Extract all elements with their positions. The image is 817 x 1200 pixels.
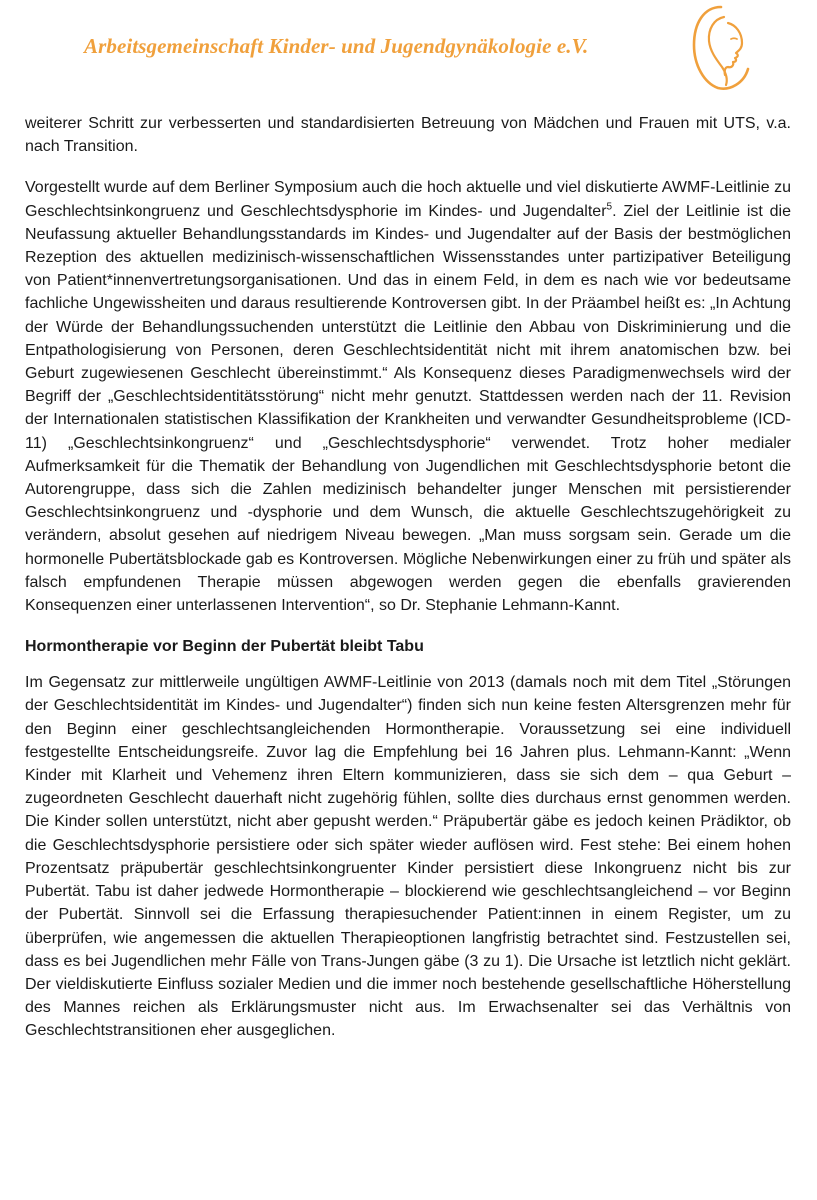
- paragraph-2-part-1: Vorgestellt wurde auf dem Berliner Symposium auch die hoch aktuelle und viel diskutierte AWMF-Leitlinie zu Geschlechtsinkongruenz und Geschlechtsdysphorie im Kindes- und Jugendalter: [25, 179, 791, 220]
- organization-title: Arbeitsgemeinschaft Kinder- und Jugendgynäkologie e.V.: [84, 34, 589, 58]
- face-silhouette-logo-icon: [690, 3, 752, 91]
- footnote-reference: 5: [606, 201, 613, 213]
- paragraph-3: Im Gegensatz zur mittlerweile ungültigen AWMF-Leitlinie von 2013 (damals noch mit dem Titel „Störungen der Geschlechtsidentität im Kindes- und Jugendalter“) finden sich nun keine festen Altersgrenzen mehr für den Beginn einer geschlechtsangleichenden Hormontherapie. Voraussetzung sei eine individuell festgestellte Entscheidungsreife. Zuvor lag die Empfehlung bei 16 Jahren plus. Lehmann-Kannt: „Wenn Kinder mit Klarheit und Vehemenz ihren Eltern kommunizieren, dass sie sich dem – qua Geburt – zugeordneten Geschlecht dauerhaft nicht zugehörig fühlen, sollte dies durchaus ernst genommen werden. Die Kinder sollen unterstützt, nicht aber gepusht werden.“ Präpubertär gäbe es jedoch keinen Prädiktor, ob die Geschlechtsdysphorie persistiere oder sich später wieder auflösen wird. Fest stehe: Bei einem hohen Prozentsatz präpubertär geschlechtsinkongruenter Kinder persistiert diese Inkongruenz nicht bis zur Pubertät. Tabu ist daher jedwede Hormontherapie – blockierend wie geschlechtsangleichend – vor Beginn der Pubertät. Sinnvoll sei die Erfassung therapiesuchender Patient:innen in einem Register, um zu überprüfen, wie angemessen die aktuellen Therapieoptionen langfristig betrachtet sind. Festzustellen sei, dass es bei Jugendlichen mehr Fälle von Trans-Jungen gäbe (3 zu 1). Die Ursache ist letztlich nicht geklärt. Der vieldiskutierte Einfluss sozialer Medien und die immer noch bestehende gesellschaftliche Höherstellung des Mannes reichen als Erklärungsmuster nicht aus. Im Erwachsenalter sei das Verhältnis von Geschlechtstransitionen eher ausgeglichen.: [25, 674, 791, 1040]
- paragraph-1: weiterer Schritt zur verbesserten und standardisierten Betreuung von Mädchen und Frauen mit UTS, v.a. nach Transition.: [25, 115, 791, 156]
- paragraph-2-part-2: . Ziel der Leitlinie ist die Neufassung aktueller Behandlungsstandards im Kindes- und Jugendalter auf der Basis der bestmöglichen Rezeption des aktuellen medizinisch-wissenschaftlichen Wissensstandes unter partizipativer Beteiligung von Patient*innenvertretungsorganisationen. Und das in einem Feld, in dem es nach wie vor bedeutsame fachliche Ungewissheiten und daraus resultierende Kontroversen gibt. In der Präambel heißt es: „In Achtung der Würde der Behandlungssuchenden unterstützt die Leitlinie den Abbau von Diskriminierung und die Entpathologisierung von Personen, deren Geschlechtsidentität nicht mit ihrem anatomischen bzw. bei Geburt zugewiesenen Geschlecht übereinstimmt.“ Als Konsequenz dieses Paradigmenwechsels wird der Begriff der „Geschlechtsidentitätsstörung“ nicht mehr genutzt. Stattdessen werden nach der 11. Revision der Internationalen statistischen Klassifikation der Krankheiten und verwandter Gesundheitsprobleme (ICD-11) „Geschlechtsinkongruenz“ und „Geschlechtsdysphorie“ verwendet. Trotz hoher medialer Aufmerksamkeit für die Thematik der Behandlung von Jugendlichen mit Geschlechtsdysphorie betont die Autorengruppe, dass sich die Zahlen medizinisch behandelter junger Menschen mit persistierender Geschlechtsinkongruenz und -dysphorie und dem Wunsch, die aktuelle Geschlechtszugehörigkeit zu verändern, absolut gesehen auf niedrigem Niveau bewegen. „Man muss sorgsam sein. Gerade um die hormonelle Pubertätsblockade gab es Kontroversen. Mögliche Nebenwirkungen einer zu früh und später als falsch empfundenen Therapie müssen abgewogen werden gegen die ebenfalls gravierenden Konsequenzen einer unterlassenen Intervention“, so Dr. Stephanie Lehmann-Kannt.: [25, 202, 792, 615]
- section-heading: Hormontherapie vor Beginn der Pubertät bleibt Tabu: [25, 638, 424, 656]
- page-header: [0, 0, 817, 95]
- paragraph-2: [25, 176, 791, 617]
- article-body: [25, 112, 791, 1061]
